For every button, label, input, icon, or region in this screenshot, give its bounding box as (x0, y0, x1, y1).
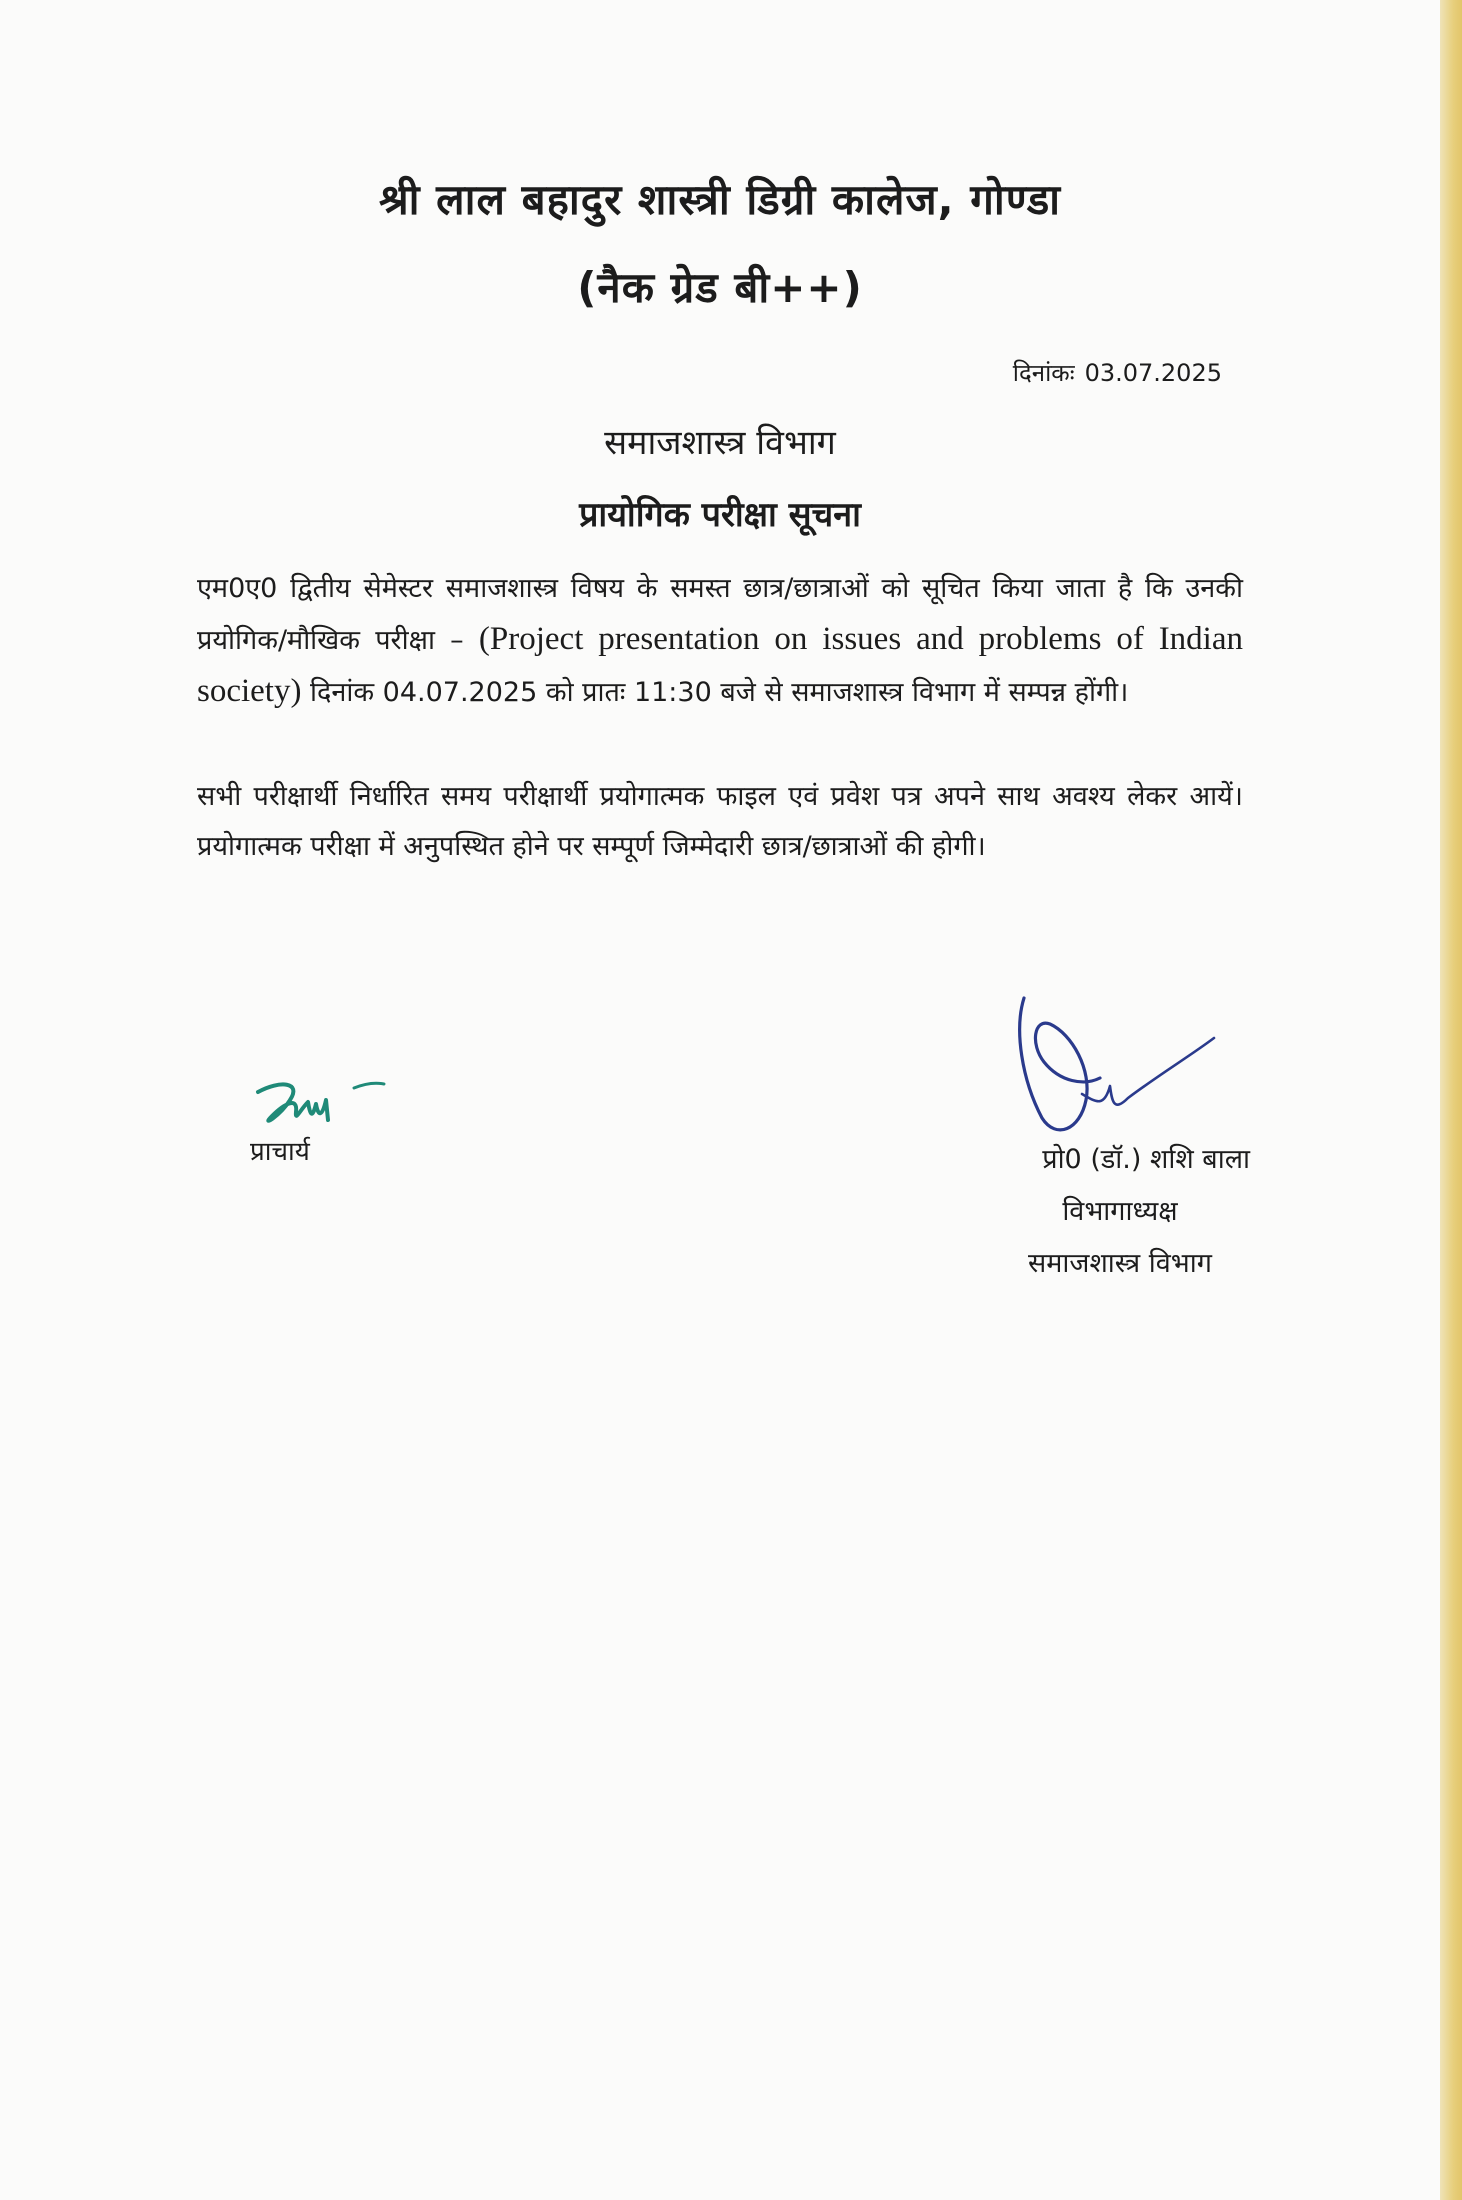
notice-title: प्रायोगिक परीक्षा सूचना (579, 495, 861, 535)
notice-date (1013, 356, 1222, 389)
paragraph-1-text-a: एम0ए0 द्वितीय सेमेस्टर समाजशास्त्र विषय के समस्त छात्र/छात्राओं को सूचित किया जाता है कि उनकी प्रयोगिक/मौखिक परीक्षा – (197, 573, 1243, 656)
hod-signature (1000, 990, 1230, 1150)
department-name: समाजशास्त्र विभाग (604, 423, 836, 463)
hod-name: प्रो0 (डॉ.) शशि बाला (1042, 1144, 1250, 1175)
hod-department: समाजशास्त्र विभाग (1028, 1248, 1212, 1279)
paper-edge (1440, 0, 1462, 2200)
paragraph-1-english-text: (Project presentation on issues and problems of Indian society) (197, 621, 1244, 709)
date-label: दिनांकः (1012, 359, 1075, 387)
college-name: श्री लाल बहादुर शास्त्री डिग्री कालेज, गोण्डा (378, 175, 1062, 224)
notice-paragraph-2: सभी परीक्षार्थी निर्धारित समय परीक्षार्थी प्रयोगात्मक फाइल एवं प्रवेश पत्र अपने साथ अवश्य लेकर आयें। प्रयोगात्मक परीक्षा में अनुपस्थित होने पर सम्पूर्ण जिम्मेदारी छात्र/छात्राओं की होगी। (197, 781, 1243, 862)
principal-signature (250, 1070, 410, 1140)
hod-signature-block (990, 1134, 1250, 1290)
paragraph-1-text-b: दिनांक 04.07.2025 को प्रातः 11:30 बजे से समाजशास्त्र विभाग में सम्पन्न होंगी। (301, 677, 1129, 708)
notice-paragraph-1 (197, 564, 1243, 718)
date-value: 03.07.2025 (1084, 359, 1222, 387)
principal-label: प्राचार्य (250, 1137, 310, 1167)
naac-grade: (नैक ग्रेड बी++) (577, 263, 863, 312)
hod-title: विभागाध्यक्ष (1062, 1196, 1178, 1227)
